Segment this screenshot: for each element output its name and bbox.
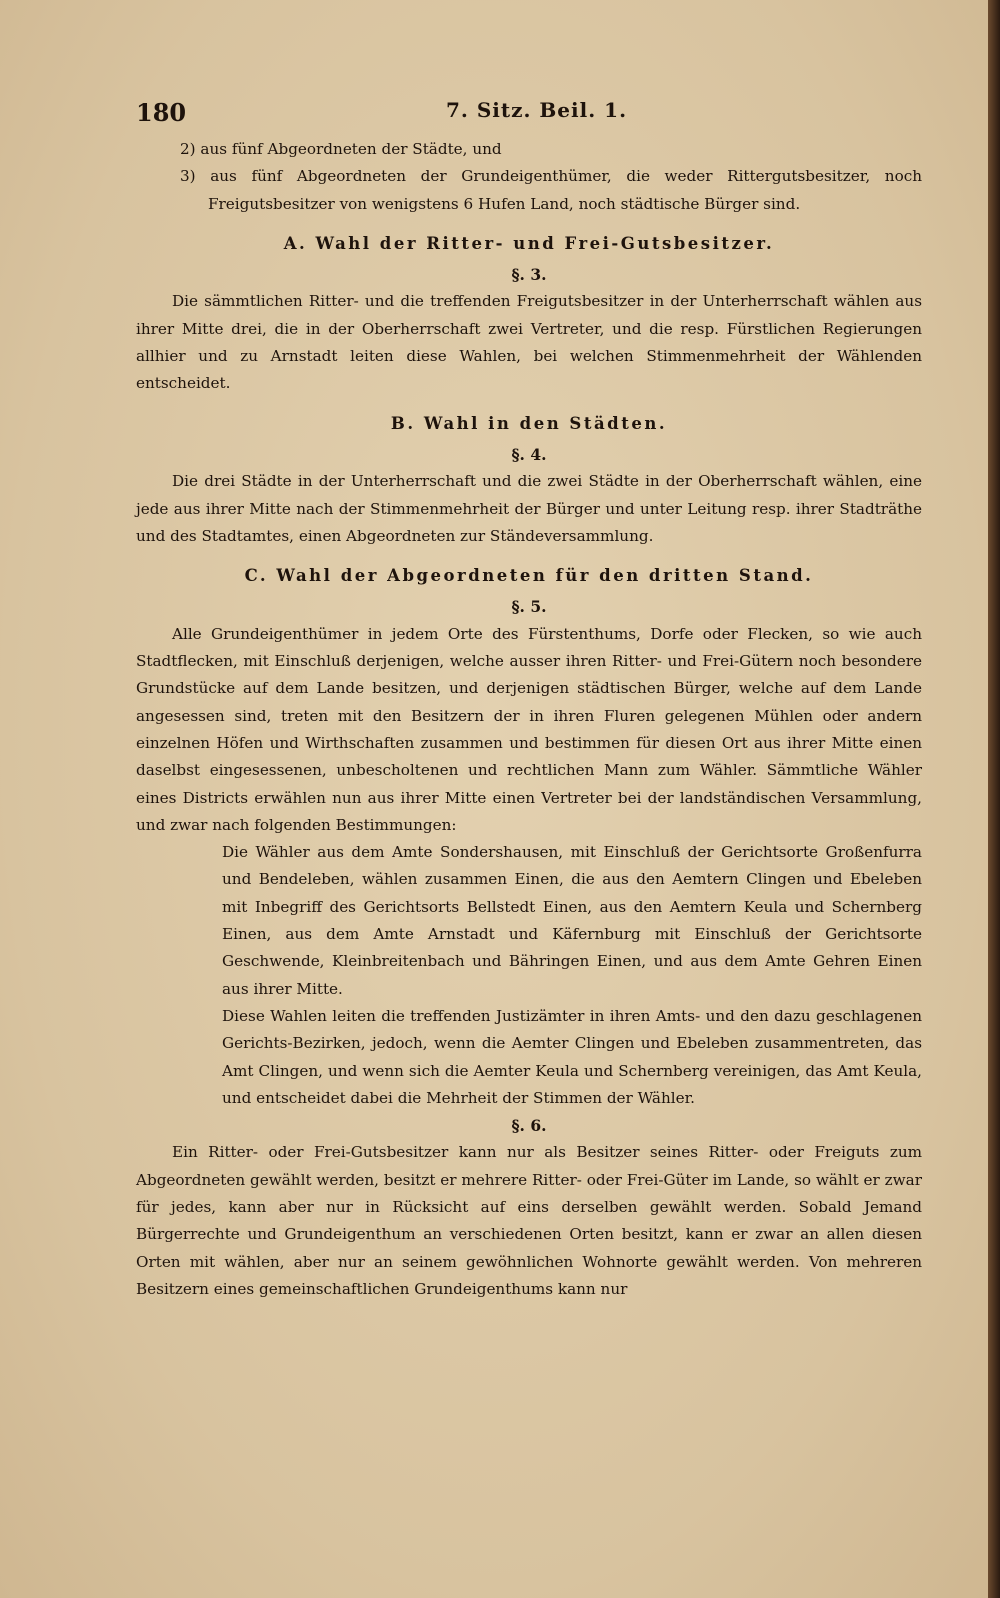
section-5-text: Alle Grundeigenthümer in jedem Orte des Fürstenthums, Dorfe oder Flecken, so wie auch Stadtflecken, mit Einschluß derjenigen, welche ausser ihren Ritter- und Frei-Gütern noch besondere Grundstücke auf dem Lande besitzen, und derjenigen städtischen Bürger, welche auf dem Lande angesessen sind, treten mit den Besitzern der in ihren Fluren gelegenen Mühlen oder andern einzelnen Höfen und Wirthschaften zusammen und bestimmen für diesen Ort aus ihrer Mitte einen daselbst eingesessenen, unbescholtenen und rechtlichen Mann zum Wähler. Sämmtliche Wähler eines Districts erwählen nun aus ihrer Mitte einen Vertreter bei der landständischen Versammlung, und zwar nach folgenden Bestimmungen: <box>136 624 922 834</box>
section-3-text: Die sämmtlichen Ritter- und die treffenden Freigutsbesitzer in der Unterherrschaft wählen aus ihrer Mitte drei, die in der Oberherrschaft zwei Vertreter, und die resp. Fürstlichen Regierungen allhier und zu Arnstadt leiten diese Wahlen, bei welchen Stimmenmehrheit der Wählenden entscheidet. <box>136 292 922 393</box>
section-4-text: Die drei Städte in der Unterherrschaft und die zwei Städte in der Oberherrschaft wählen, eine jede aus ihrer Mitte nach der Stimmenmehrheit der Bürger und unter Leitung resp. ihrer Stadträthe und des Stadtamtes, einen Abgeordneten zur Ständeversammlung. <box>136 472 922 545</box>
section-a-heading: A. Wahl der Ritter- und Frei-Gutsbesitzer. <box>283 233 775 253</box>
list-item-3: 3) aus fünf Abgeordneten der Grundeigenthümer, die weder Rittergutsbesitzer, noch Freigutsbesitzer von wenigstens 6 Hufen Land, noch städtische Bürger sind. <box>180 167 922 213</box>
section-6-text: Ein Ritter- oder Frei-Gutsbesitzer kann nur als Besitzer seines Ritter- oder Freiguts zum Abgeordneten gewählt werden, besitzt er mehrere Ritter- oder Frei-Güter im Lande, so wählt er zwar für jedes, kann aber nur in Rücksicht auf eins derselben gewählt werden. Sobald Jemand Bürgerrechte und Grundeigenthum an verschiedenen Orten besitzt, kann er zwar an allen diesen Orten mit wählen, aber nur an seinem gewöhnlichen Wohnorte gewählt werden. Von mehreren Besitzern eines gemeinschaftlichen Grundeigenthums kann nur <box>136 1143 922 1298</box>
page-header <box>136 96 922 136</box>
section-c-heading: C. Wahl der Abgeordneten für den dritten Stand. <box>244 566 814 586</box>
page-number: 180 <box>136 98 187 127</box>
section-5-subparagraph-2: Diese Wahlen leiten die treffenden Justizämter in ihren Amts- und den dazu geschlagenen Gerichts-Bezirken, jedoch, wenn die Aemter Clingen und Ebeleben zusammentreten, das Amt Clingen, und wenn sich die Aemter Keula und Schernberg vereinigen, das Amt Keula, und entscheidet dabei die Mehrheit der Stimmen der Wähler. <box>222 1006 922 1107</box>
page-edge <box>988 0 1000 1598</box>
section-6-number: §. 6. <box>511 1116 547 1136</box>
list-item-2: 2) aus fünf Abgeordneten der Städte, und <box>180 140 502 158</box>
section-5-subparagraph-1: Die Wähler aus dem Amte Sondershausen, mit Einschluß der Gerichtsorte Großenfurra und Bendeleben, wählen zusammen Einen, die aus den Aemtern Clingen und Ebeleben mit Inbegriff des Gerichtsorts Bellstedt Einen, aus den Aemtern Keula und Schernberg Einen, aus dem Amte Arnstadt und Käfernburg mit Einschluß der Gerichtsorte Geschwende, Kleinbreitenbach und Bähringen Einen, und aus dem Amte Gehren Einen aus ihrer Mitte. <box>222 843 922 998</box>
section-3-number: §. 3. <box>511 265 547 285</box>
running-head: 7. Sitz. Beil. 1. <box>446 98 628 122</box>
section-5-number: §. 5. <box>511 597 547 617</box>
page-content <box>136 96 922 1303</box>
section-4-number: §. 4. <box>511 444 547 464</box>
section-b-heading: B. Wahl in den Städten. <box>390 413 668 433</box>
